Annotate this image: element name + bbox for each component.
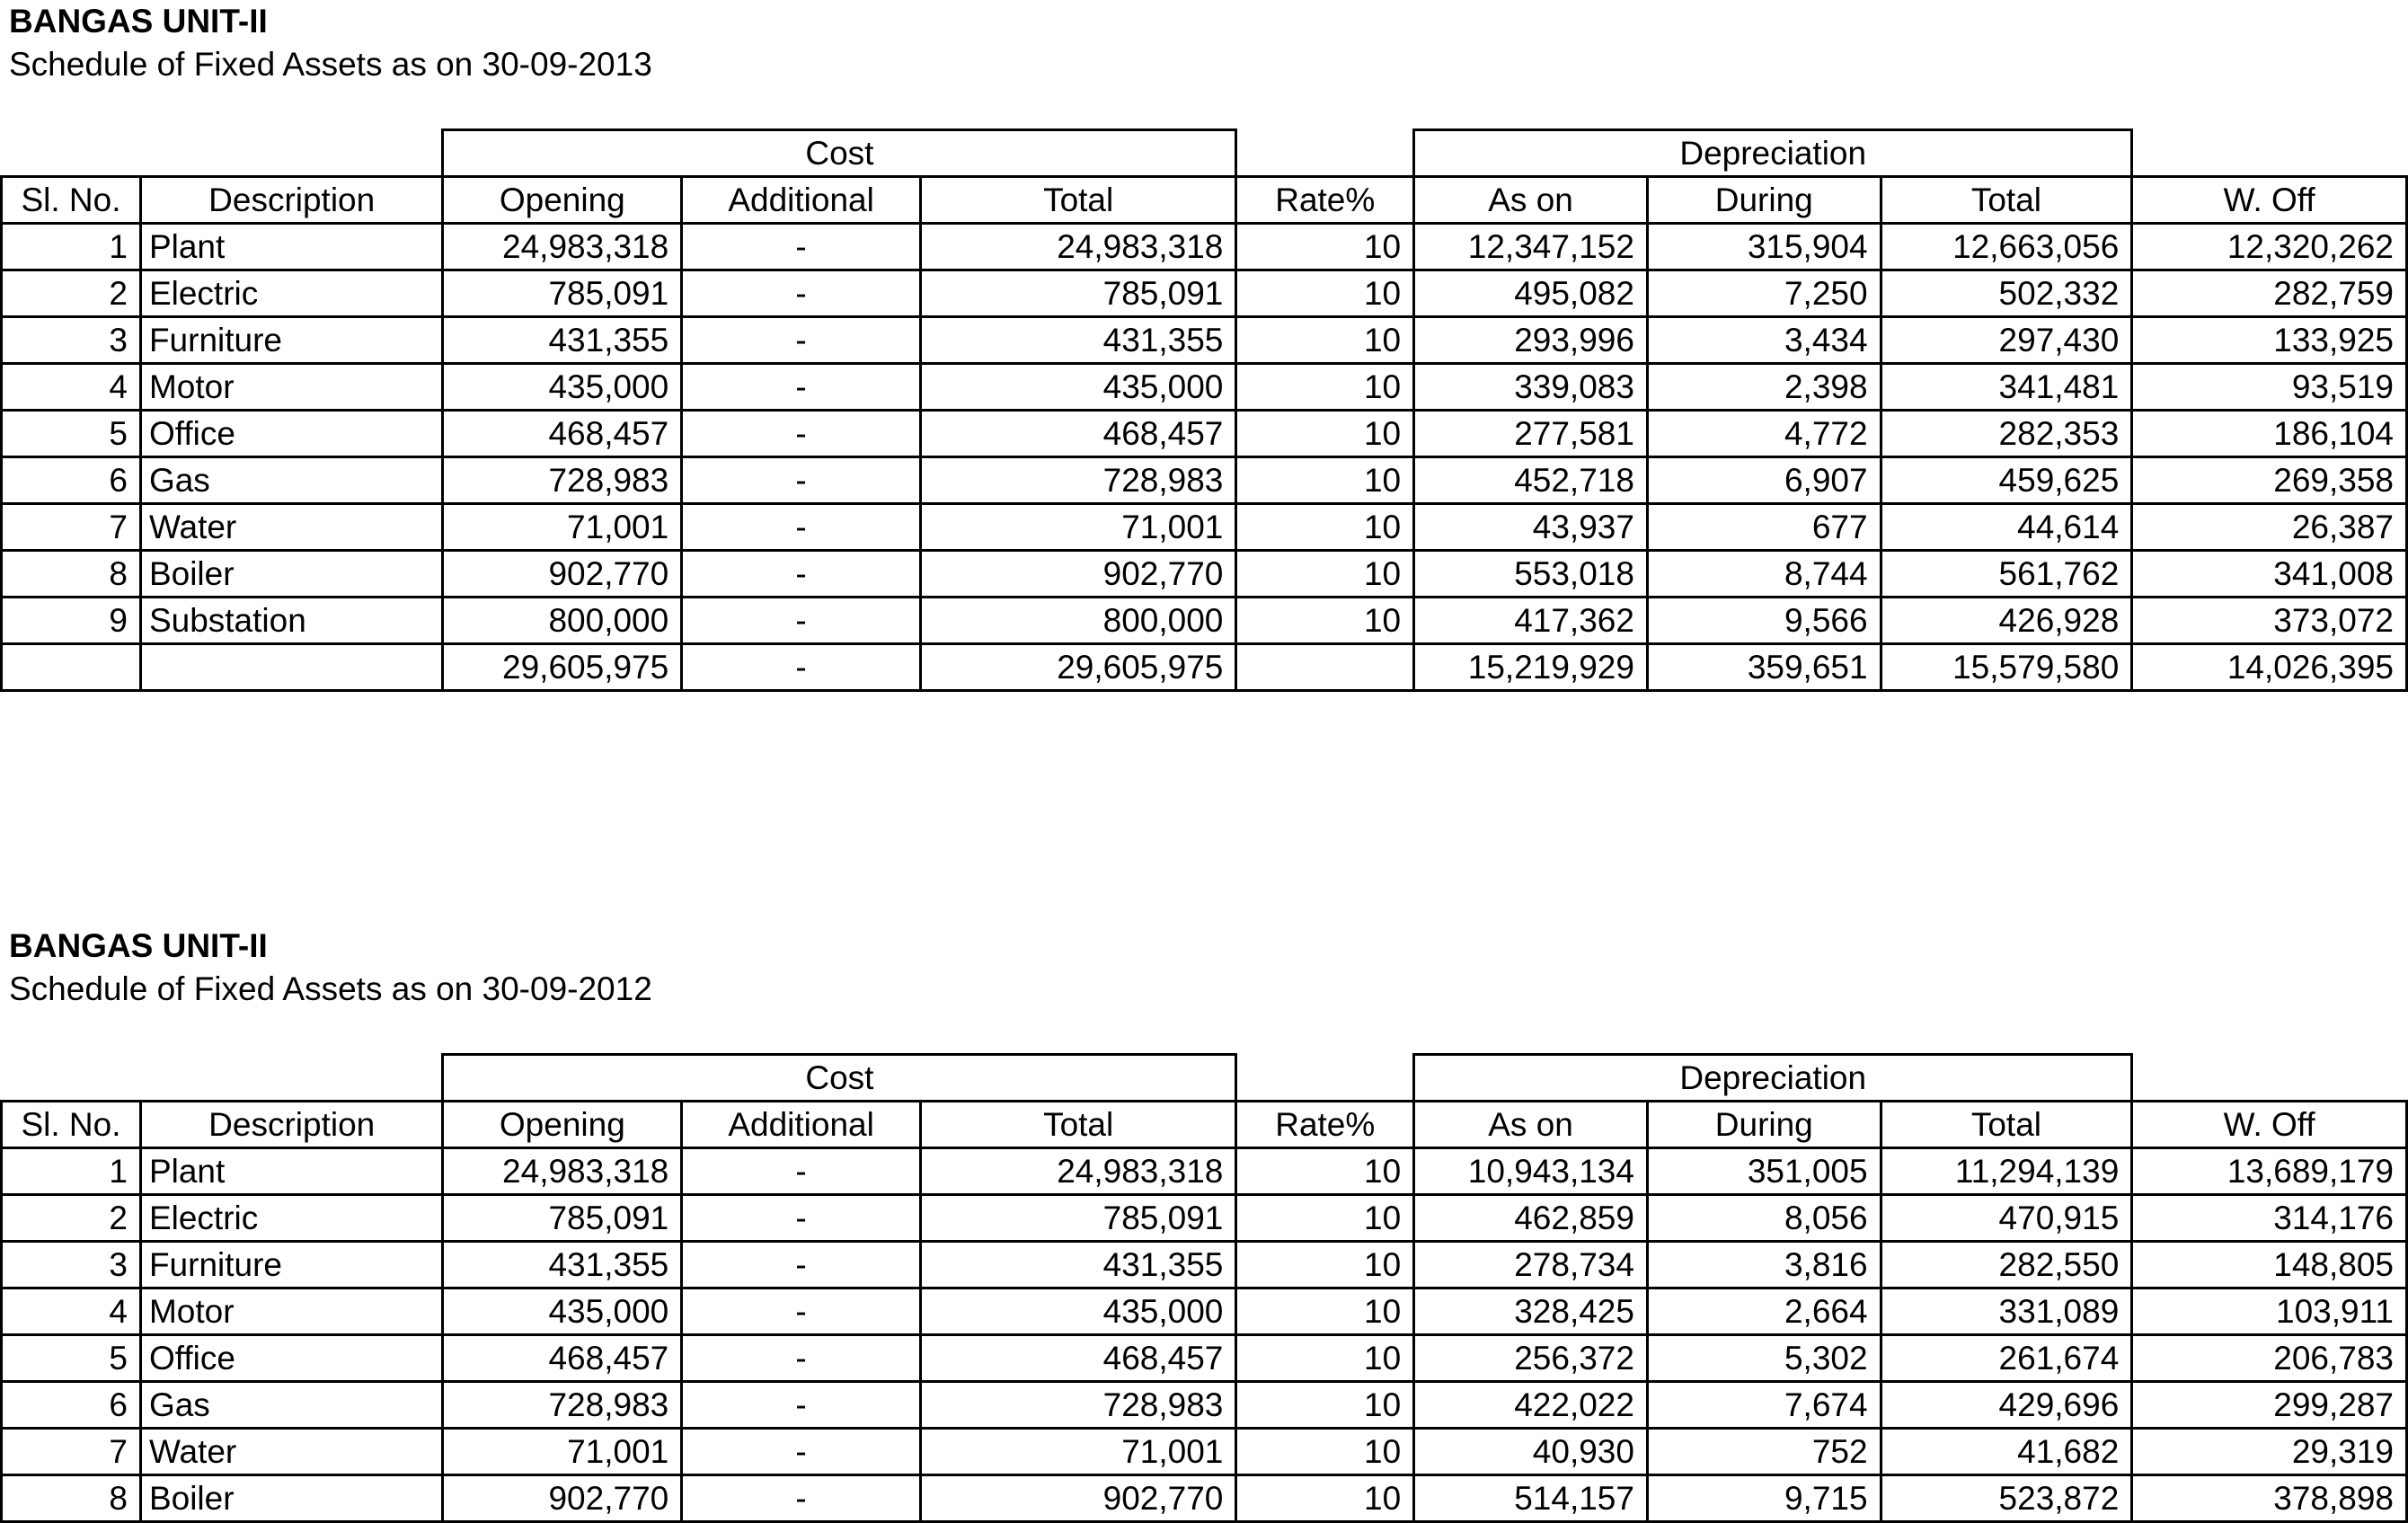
additional-cell: -	[682, 1195, 921, 1242]
during-cell: 3,434	[1647, 317, 1881, 364]
rate-cell: 10	[1236, 224, 1414, 270]
description-cell: Furniture	[140, 1242, 443, 1288]
depreciation-total-cell: 470,915	[1881, 1195, 2132, 1242]
opening-header: Opening	[443, 1102, 682, 1148]
rate-cell: 10	[1236, 598, 1414, 644]
description-cell: Furniture	[140, 317, 443, 364]
during-header: During	[1647, 177, 1881, 224]
column-header-row	[2, 1102, 2407, 1148]
table-row	[2, 1195, 2407, 1242]
as-on-cell: 277,581	[1414, 411, 1648, 457]
w-off-cell: 314,176	[2132, 1195, 2407, 1242]
w-off-cell: 13,689,179	[2132, 1148, 2407, 1195]
during-cell: 2,664	[1647, 1288, 1881, 1335]
sl-no-cell: 9	[2, 598, 141, 644]
as-on-cell: 553,018	[1414, 551, 1648, 598]
cost-total-cell: 728,983	[920, 1382, 1235, 1429]
w-off-cell: 148,805	[2132, 1242, 2407, 1288]
rate-cell: 10	[1236, 1335, 1414, 1382]
as-on-total-cell: 15,219,929	[1414, 644, 1648, 691]
w-off-cell: 378,898	[2132, 1475, 2407, 1522]
cost-total-cell: 902,770	[920, 551, 1235, 598]
rate-cell: 10	[1236, 317, 1414, 364]
opening-cell: 431,355	[443, 1242, 682, 1288]
opening-cell: 71,001	[443, 1429, 682, 1475]
opening-cell: 435,000	[443, 364, 682, 411]
additional-cell: -	[682, 1429, 921, 1475]
during-total-cell: 359,651	[1647, 644, 1881, 691]
sl-no-cell: 3	[2, 1242, 141, 1288]
cost-total-cell: 24,983,318	[920, 224, 1235, 270]
table-row	[2, 1148, 2407, 1195]
as-on-cell: 12,347,152	[1414, 224, 1648, 270]
opening-header: Opening	[443, 177, 682, 224]
header-spacer	[2132, 130, 2407, 177]
cost-total-cell: 431,355	[920, 317, 1235, 364]
as-on-cell: 495,082	[1414, 270, 1648, 317]
description-cell: Boiler	[140, 551, 443, 598]
opening-cell: 71,001	[443, 504, 682, 551]
cost-total-cell: 24,983,318	[920, 1148, 1235, 1195]
as-on-cell: 43,937	[1414, 504, 1648, 551]
sl-no-cell: 8	[2, 1475, 141, 1522]
cost-group-header: Cost	[443, 1055, 1236, 1102]
description-cell: Plant	[140, 224, 443, 270]
w-off-cell: 93,519	[2132, 364, 2407, 411]
opening-cell: 785,091	[443, 1195, 682, 1242]
table-row	[2, 317, 2407, 364]
depreciation-total-cell: 282,550	[1881, 1242, 2132, 1288]
description-cell: Water	[140, 504, 443, 551]
sl-no-cell: 2	[2, 1195, 141, 1242]
description-header: Description	[140, 177, 443, 224]
sl-no-cell: 7	[2, 1429, 141, 1475]
additional-header: Additional	[682, 1102, 921, 1148]
w-off-cell: 341,008	[2132, 551, 2407, 598]
depreciation-total-cell: 282,353	[1881, 411, 2132, 457]
header-spacer	[2, 130, 443, 177]
header-spacer	[1236, 1055, 1414, 1102]
sl-no-cell: 6	[2, 1382, 141, 1429]
description-header: Description	[140, 1102, 443, 1148]
depreciation-total-cell: 523,872	[1881, 1475, 2132, 1522]
during-cell: 7,674	[1647, 1382, 1881, 1429]
depreciation-total-cell: 44,614	[1881, 504, 2132, 551]
during-cell: 315,904	[1647, 224, 1881, 270]
cost-total-cell: 71,001	[920, 504, 1235, 551]
description-cell: Office	[140, 1335, 443, 1382]
rate-cell: 10	[1236, 504, 1414, 551]
w-off-cell: 269,358	[2132, 457, 2407, 504]
additional-header: Additional	[682, 177, 921, 224]
w-off-cell: 282,759	[2132, 270, 2407, 317]
depreciation-total-cell: 459,625	[1881, 457, 2132, 504]
description-cell: Boiler	[140, 1475, 443, 1522]
as-on-cell: 514,157	[1414, 1475, 1648, 1522]
sl-no-cell: 1	[2, 1148, 141, 1195]
w-off-header: W. Off	[2132, 1102, 2407, 1148]
description-cell: Gas	[140, 457, 443, 504]
depreciation-total-header: Total	[1881, 1102, 2132, 1148]
sl-no-cell: 3	[2, 317, 141, 364]
as-on-cell: 328,425	[1414, 1288, 1648, 1335]
fixed-assets-table	[0, 128, 2408, 692]
description-cell	[140, 644, 443, 691]
as-on-cell: 417,362	[1414, 598, 1648, 644]
additional-cell: -	[682, 411, 921, 457]
as-on-cell: 339,083	[1414, 364, 1648, 411]
cost-total-cell: 728,983	[920, 457, 1235, 504]
depreciation-group-header: Depreciation	[1414, 130, 2132, 177]
during-cell: 5,302	[1647, 1335, 1881, 1382]
cost-total-cell: 435,000	[920, 1288, 1235, 1335]
opening-cell: 468,457	[443, 411, 682, 457]
as-on-cell: 462,859	[1414, 1195, 1648, 1242]
during-cell: 8,056	[1647, 1195, 1881, 1242]
schedule-subtitle: Schedule of Fixed Assets as on 30-09-2012	[9, 970, 652, 1007]
opening-cell: 902,770	[443, 551, 682, 598]
schedule-subtitle: Schedule of Fixed Assets as on 30-09-2013	[9, 46, 652, 83]
rate-cell: 10	[1236, 1429, 1414, 1475]
sl-no-cell: 4	[2, 364, 141, 411]
description-cell: Substation	[140, 598, 443, 644]
depreciation-total-cell: 341,481	[1881, 364, 2132, 411]
fixed-assets-table	[0, 1053, 2408, 1523]
opening-cell: 728,983	[443, 1382, 682, 1429]
description-cell: Water	[140, 1429, 443, 1475]
during-cell: 351,005	[1647, 1148, 1881, 1195]
header-spacer	[2, 1055, 443, 1102]
opening-cell: 435,000	[443, 1288, 682, 1335]
rate-cell: 10	[1236, 411, 1414, 457]
as-on-cell: 452,718	[1414, 457, 1648, 504]
depreciation-total-cell: 12,663,056	[1881, 224, 2132, 270]
rate-cell: 10	[1236, 1242, 1414, 1288]
opening-cell: 728,983	[443, 457, 682, 504]
table-row	[2, 1429, 2407, 1475]
sl-no-cell: 8	[2, 551, 141, 598]
during-cell: 9,715	[1647, 1475, 1881, 1522]
during-cell: 677	[1647, 504, 1881, 551]
additional-cell: -	[682, 270, 921, 317]
opening-cell: 785,091	[443, 270, 682, 317]
rate-cell: 10	[1236, 1288, 1414, 1335]
depreciation-total-cell: 297,430	[1881, 317, 2132, 364]
additional-cell: -	[682, 1288, 921, 1335]
rate-cell: 10	[1236, 270, 1414, 317]
w-off-cell: 186,104	[2132, 411, 2407, 457]
header-spacer	[2132, 1055, 2407, 1102]
cost-total-cell: 431,355	[920, 1242, 1235, 1288]
additional-cell: -	[682, 364, 921, 411]
as-on-header: As on	[1414, 177, 1648, 224]
group-header-row	[2, 130, 2407, 177]
additional-cell: -	[682, 504, 921, 551]
description-cell: Motor	[140, 1288, 443, 1335]
table-row	[2, 598, 2407, 644]
cost-total-cell: 785,091	[920, 270, 1235, 317]
description-cell: Motor	[140, 364, 443, 411]
table-row	[2, 224, 2407, 270]
during-cell: 9,566	[1647, 598, 1881, 644]
depreciation-total-cell: 561,762	[1881, 551, 2132, 598]
description-cell: Gas	[140, 1382, 443, 1429]
additional-cell: -	[682, 1475, 921, 1522]
cost-total-cell: 902,770	[920, 1475, 1235, 1522]
w-off-cell: 103,911	[2132, 1288, 2407, 1335]
opening-cell: 902,770	[443, 1475, 682, 1522]
opening-cell: 24,983,318	[443, 224, 682, 270]
depreciation-total-cell: 11,294,139	[1881, 1148, 2132, 1195]
column-header-row	[2, 177, 2407, 224]
additional-cell: -	[682, 551, 921, 598]
description-cell: Electric	[140, 1195, 443, 1242]
sl-no-cell: 7	[2, 504, 141, 551]
cost-total-cell: 71,001	[920, 1429, 1235, 1475]
table-row	[2, 1335, 2407, 1382]
cost-total-cell: 785,091	[920, 1195, 1235, 1242]
sl-no-cell: 5	[2, 1335, 141, 1382]
rate-cell	[1236, 644, 1414, 691]
rate-cell: 10	[1236, 364, 1414, 411]
additional-cell: -	[682, 457, 921, 504]
company-title: BANGAS UNIT-II	[9, 927, 268, 964]
during-cell: 6,907	[1647, 457, 1881, 504]
rate-cell: 10	[1236, 1475, 1414, 1522]
sl-no-cell: 6	[2, 457, 141, 504]
w-off-cell: 206,783	[2132, 1335, 2407, 1382]
rate-cell: 10	[1236, 457, 1414, 504]
additional-cell: -	[682, 317, 921, 364]
table-row	[2, 504, 2407, 551]
depreciation-total-cell: 429,696	[1881, 1382, 2132, 1429]
during-cell: 752	[1647, 1429, 1881, 1475]
as-on-header: As on	[1414, 1102, 1648, 1148]
opening-cell: 800,000	[443, 598, 682, 644]
w-off-cell: 299,287	[2132, 1382, 2407, 1429]
sl-no-cell: 4	[2, 1288, 141, 1335]
during-cell: 3,816	[1647, 1242, 1881, 1288]
table-row	[2, 1242, 2407, 1288]
cost-total-cell: 435,000	[920, 364, 1235, 411]
sl-no-cell: 2	[2, 270, 141, 317]
as-on-cell: 293,996	[1414, 317, 1648, 364]
as-on-cell: 422,022	[1414, 1382, 1648, 1429]
opening-cell: 468,457	[443, 1335, 682, 1382]
depreciation-total-cell: 261,674	[1881, 1335, 2132, 1382]
during-cell: 7,250	[1647, 270, 1881, 317]
additional-total-cell: -	[682, 644, 921, 691]
as-on-cell: 10,943,134	[1414, 1148, 1648, 1195]
w-off-cell: 373,072	[2132, 598, 2407, 644]
depreciation-total-cell: 502,332	[1881, 270, 2132, 317]
table-row	[2, 1288, 2407, 1335]
table-row	[2, 457, 2407, 504]
w-off-total-cell: 14,026,395	[2132, 644, 2407, 691]
depreciation-total-cell: 41,682	[1881, 1429, 2132, 1475]
as-on-cell: 256,372	[1414, 1335, 1648, 1382]
w-off-cell: 133,925	[2132, 317, 2407, 364]
description-cell: Plant	[140, 1148, 443, 1195]
cost-total-cell: 468,457	[920, 1335, 1235, 1382]
additional-cell: -	[682, 598, 921, 644]
depreciation-total-cell: 331,089	[1881, 1288, 2132, 1335]
depreciation-total-cell: 426,928	[1881, 598, 2132, 644]
during-header: During	[1647, 1102, 1881, 1148]
opening-cell: 24,983,318	[443, 1148, 682, 1195]
additional-cell: -	[682, 1242, 921, 1288]
opening-total-cell: 29,605,975	[443, 644, 682, 691]
company-title: BANGAS UNIT-II	[9, 3, 268, 40]
as-on-cell: 40,930	[1414, 1429, 1648, 1475]
description-cell: Electric	[140, 270, 443, 317]
totals-row	[2, 644, 2407, 691]
during-cell: 4,772	[1647, 411, 1881, 457]
table-row	[2, 551, 2407, 598]
additional-cell: -	[682, 1148, 921, 1195]
table-row	[2, 1475, 2407, 1522]
depreciation-group-header: Depreciation	[1414, 1055, 2132, 1102]
rate-header: Rate%	[1236, 1102, 1414, 1148]
w-off-cell: 26,387	[2132, 504, 2407, 551]
as-on-cell: 278,734	[1414, 1242, 1648, 1288]
during-cell: 8,744	[1647, 551, 1881, 598]
w-off-cell: 29,319	[2132, 1429, 2407, 1475]
group-header-row	[2, 1055, 2407, 1102]
cost-group-header: Cost	[443, 130, 1236, 177]
rate-cell: 10	[1236, 1382, 1414, 1429]
rate-header: Rate%	[1236, 177, 1414, 224]
w-off-header: W. Off	[2132, 177, 2407, 224]
description-cell: Office	[140, 411, 443, 457]
rate-cell: 10	[1236, 1195, 1414, 1242]
table-row	[2, 270, 2407, 317]
table-row	[2, 1382, 2407, 1429]
sl-no-cell: 1	[2, 224, 141, 270]
additional-cell: -	[682, 1382, 921, 1429]
cost-total-cell: 800,000	[920, 598, 1235, 644]
table-row	[2, 364, 2407, 411]
depreciation-total-header: Total	[1881, 177, 2132, 224]
header-spacer	[1236, 130, 1414, 177]
opening-cell: 431,355	[443, 317, 682, 364]
rate-cell: 10	[1236, 551, 1414, 598]
w-off-cell: 12,320,262	[2132, 224, 2407, 270]
cost-total-cell: 468,457	[920, 411, 1235, 457]
cost-total-header: Total	[920, 177, 1235, 224]
table-row	[2, 411, 2407, 457]
sl-no-header: Sl. No.	[2, 1102, 141, 1148]
sl-no-header: Sl. No.	[2, 177, 141, 224]
cost-total-cell: 29,605,975	[920, 644, 1235, 691]
depreciation-total-cell: 15,579,580	[1881, 644, 2132, 691]
additional-cell: -	[682, 224, 921, 270]
sl-no-cell: 5	[2, 411, 141, 457]
additional-cell: -	[682, 1335, 921, 1382]
sl-no-cell	[2, 644, 141, 691]
cost-total-header: Total	[920, 1102, 1235, 1148]
rate-cell: 10	[1236, 1148, 1414, 1195]
during-cell: 2,398	[1647, 364, 1881, 411]
